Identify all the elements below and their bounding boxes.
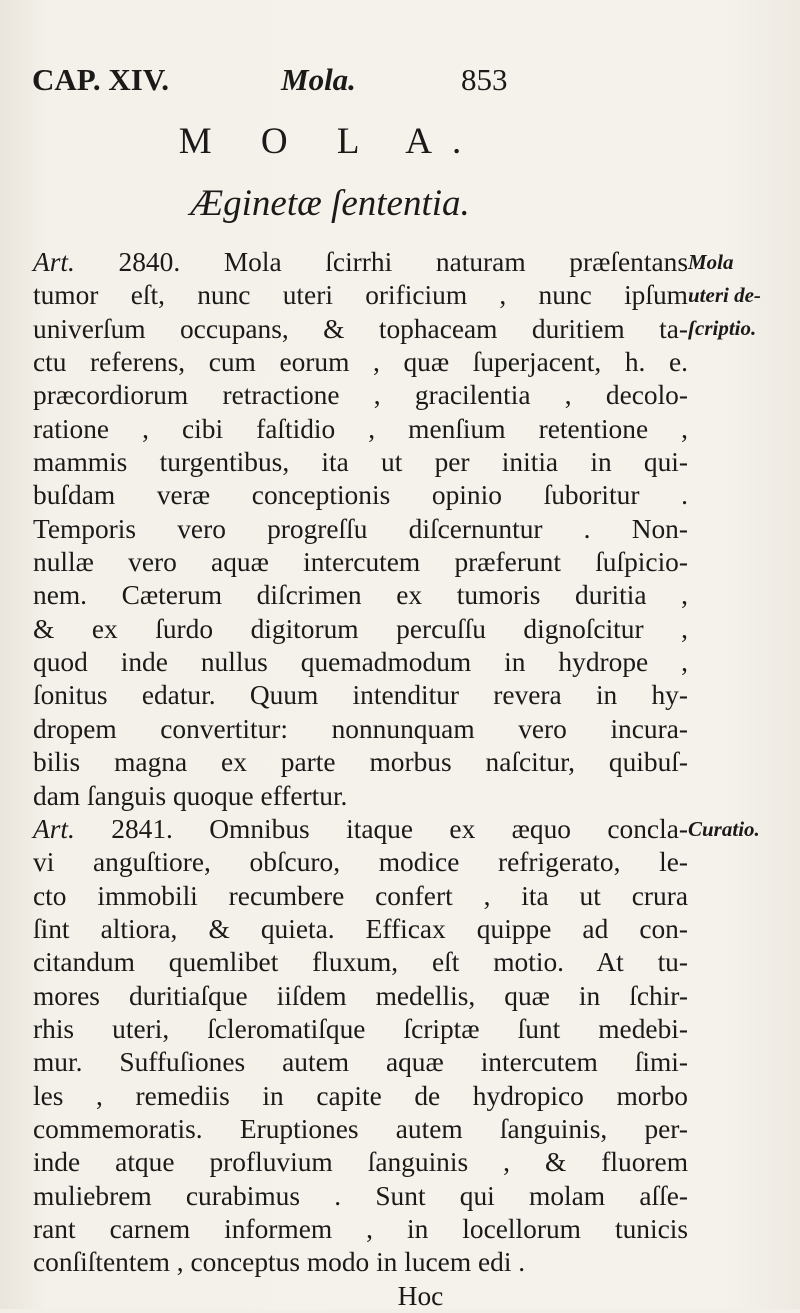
text-line: ratione , cibi faſtidio , menſium retentione , xyxy=(33,413,688,444)
text-line: buſdam veræ conceptionis opinio ſuboritur . xyxy=(33,480,688,511)
article-label: Art. xyxy=(33,813,75,844)
section-subtitle: Æginetæ ſententia. xyxy=(190,183,470,224)
body-text xyxy=(33,246,688,1313)
text-line: les , remediis in capite de hydropico morbo xyxy=(33,1080,688,1111)
text-line: vi anguſtiore, obſcuro, modice refrigerato, le- xyxy=(33,847,688,878)
text-line: dam ſanguis quoque effertur. xyxy=(33,780,348,811)
text-line: rhis uteri, ſcleromatiſque ſcriptæ ſunt medebi- xyxy=(33,1013,688,1044)
text-line: commemoratis. Eruptiones autem ſanguinis, per- xyxy=(33,1113,688,1144)
text-line: dropem convertitur: nonnunquam vero incura- xyxy=(33,713,688,744)
margin-note-curatio: Curatio. xyxy=(688,817,760,841)
text-line: nem. Cæterum diſcrimen ex tumoris duritia , xyxy=(33,580,688,611)
text-line: nullæ vero aquæ intercutem præferunt ſuſpicio- xyxy=(33,547,688,578)
text-line: Temporis vero progreſſu diſcernuntur . Non- xyxy=(33,513,688,544)
page-number: 853 xyxy=(461,62,508,97)
text-line: cto immobili recumbere confert , ita ut crura xyxy=(33,880,688,911)
topic-heading: Mola. xyxy=(281,62,356,97)
text-line: mur. Suffuſiones autem aquæ intercutem ſimi- xyxy=(33,1047,688,1078)
text-line: ctu referens, cum eorum , quæ ſuperjacent, h. e. xyxy=(33,347,688,378)
text-line: citandum quemlibet fluxum, eſt motio. At tu- xyxy=(33,947,688,978)
text-line: ſint altiora, & quieta. Efficax quippe ad con- xyxy=(33,913,688,944)
text-line: rant carnem informem , in locellorum tunicis xyxy=(33,1213,688,1244)
text-line: conſiſtentem , conceptus modo in lucem edi . xyxy=(33,1247,526,1278)
running-head xyxy=(32,62,732,102)
margin-note-mola: Mola xyxy=(688,250,734,274)
margin-note-descriptio: ſcriptio. xyxy=(688,316,757,340)
text-line: & ex ſurdo digitorum percuſſu dignoſcitur , xyxy=(33,613,688,644)
chapter-heading: CAP. XIV. xyxy=(32,62,169,97)
text-line: tumor eſt, nunc uteri orificium , nunc ipſum xyxy=(33,280,688,311)
text-line: mammis turgentibus, ita ut per initia in qui- xyxy=(33,447,688,478)
text-line: mores duritiaſque iiſdem medellis, quæ in ſchir- xyxy=(33,980,688,1011)
margin-note-uteri: uteri de- xyxy=(688,283,761,307)
text-line: muliebrem curabimus . Sunt qui molam aſſe- xyxy=(33,1180,688,1211)
section-title: M O L A. xyxy=(178,121,482,162)
article-label: Art. xyxy=(33,247,75,277)
text-line: quod inde nullus quemadmodum in hydrope , xyxy=(33,647,688,678)
text-line: præcordiorum retractione , gracilentia , decolo- xyxy=(33,380,688,411)
text-line: bilis magna ex parte morbus naſcitur, quibuſ- xyxy=(33,747,688,778)
text-line: inde atque profluvium ſanguinis , & fluorem xyxy=(33,1147,688,1178)
catchword: Hoc xyxy=(397,1280,444,1311)
text-line: Art. 2841. Omnibus itaque ex æquo concla- xyxy=(33,813,688,844)
text-line: ſonitus edatur. Quum intenditur revera in hy- xyxy=(33,680,688,711)
text-line: univerſum occupans, & tophaceam duritiem ta- xyxy=(33,313,688,344)
text-line: Art. 2840. Mola ſcirrhi naturam præſentans xyxy=(33,247,688,277)
